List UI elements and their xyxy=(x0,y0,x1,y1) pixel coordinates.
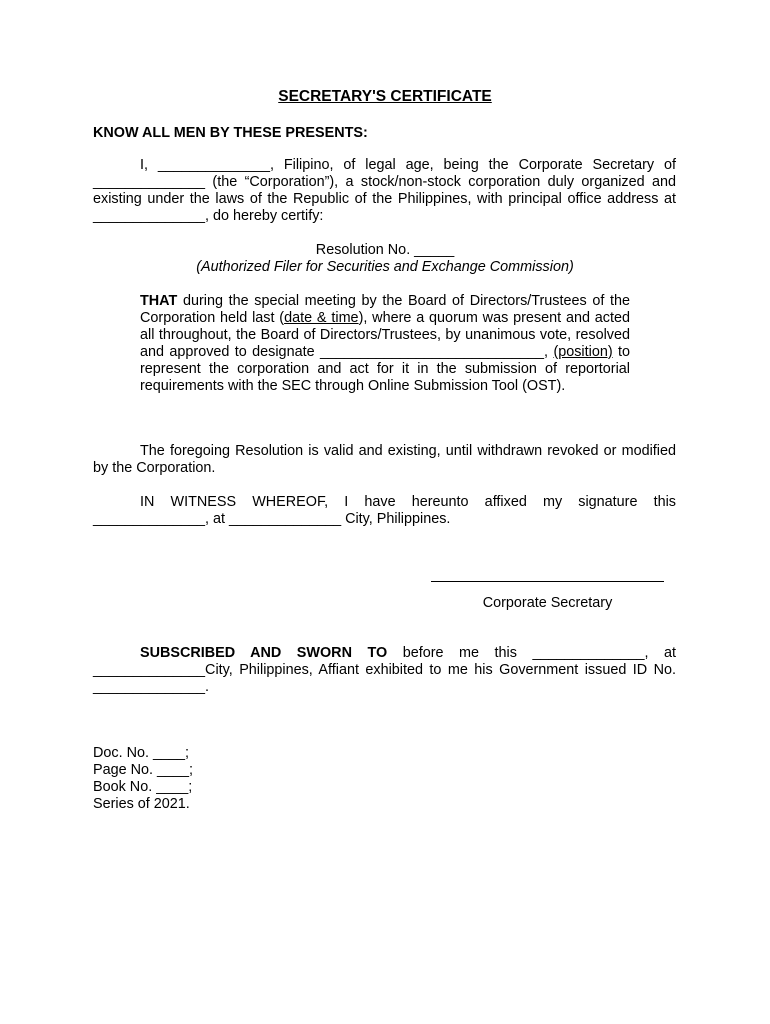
subscribed-text: before me this ______________, at ______________City, Philippines, Affiant exhibited to me his Government issued ID No. ______________. xyxy=(93,645,677,695)
signature-line xyxy=(431,581,664,582)
subscribed-paragraph xyxy=(93,645,676,696)
resolution-lead: THAT xyxy=(140,293,178,309)
subscribed-lead: SUBSCRIBED AND SWORN TO xyxy=(140,645,388,661)
know-all-heading: KNOW ALL MEN BY THESE PRESENTS: xyxy=(93,125,368,141)
signature-label: Corporate Secretary xyxy=(482,595,613,611)
resolution-text-2: ), where a quorum was present and acted all throughout, the Board of Directors/Trustees, by unanimous vote, resolved and approved to designate ____________________________, xyxy=(140,310,630,360)
page-no: Page No. ____; xyxy=(93,762,194,778)
resolution-text-3: to represent the corporation and act for it in the submission of reportorial requirements with the SEC through Online Submission Tool (OST). xyxy=(140,344,631,394)
book-no: Book No. ____; xyxy=(93,779,193,795)
document-title: SECRETARY'S CERTIFICATE xyxy=(278,88,492,105)
foregoing-paragraph: The foregoing Resolution is valid and existing, until withdrawn revoked or modified by the Corporation. xyxy=(93,443,676,476)
witness-paragraph: IN WITNESS WHEREOF, I have hereunto affixed my signature this ______________, at ______________ City, Philippines. xyxy=(93,494,676,527)
series: Series of 2021. xyxy=(93,796,190,812)
resolution-body xyxy=(140,293,630,395)
resolution-text-1: during the special meeting by the Board of Directors/Trustees of the Corporation held last ( xyxy=(140,293,630,326)
date-time-field: date & time xyxy=(284,310,359,326)
resolution-subtitle: (Authorized Filer for Securities and Exchange Commission) xyxy=(196,259,574,275)
doc-no: Doc. No. ____; xyxy=(93,745,189,761)
position-field: (position) xyxy=(553,344,613,360)
resolution-number: Resolution No. _____ xyxy=(315,242,455,258)
intro-paragraph: I, ______________, Filipino, of legal age, being the Corporate Secretary of ______________ (the “Corporation”), a stock/non-stock corporation duly organized and existing under the laws of the Republic of the Philippines, with principal office address at ______________, do hereby certify: xyxy=(93,157,676,224)
notary-details xyxy=(93,745,193,813)
